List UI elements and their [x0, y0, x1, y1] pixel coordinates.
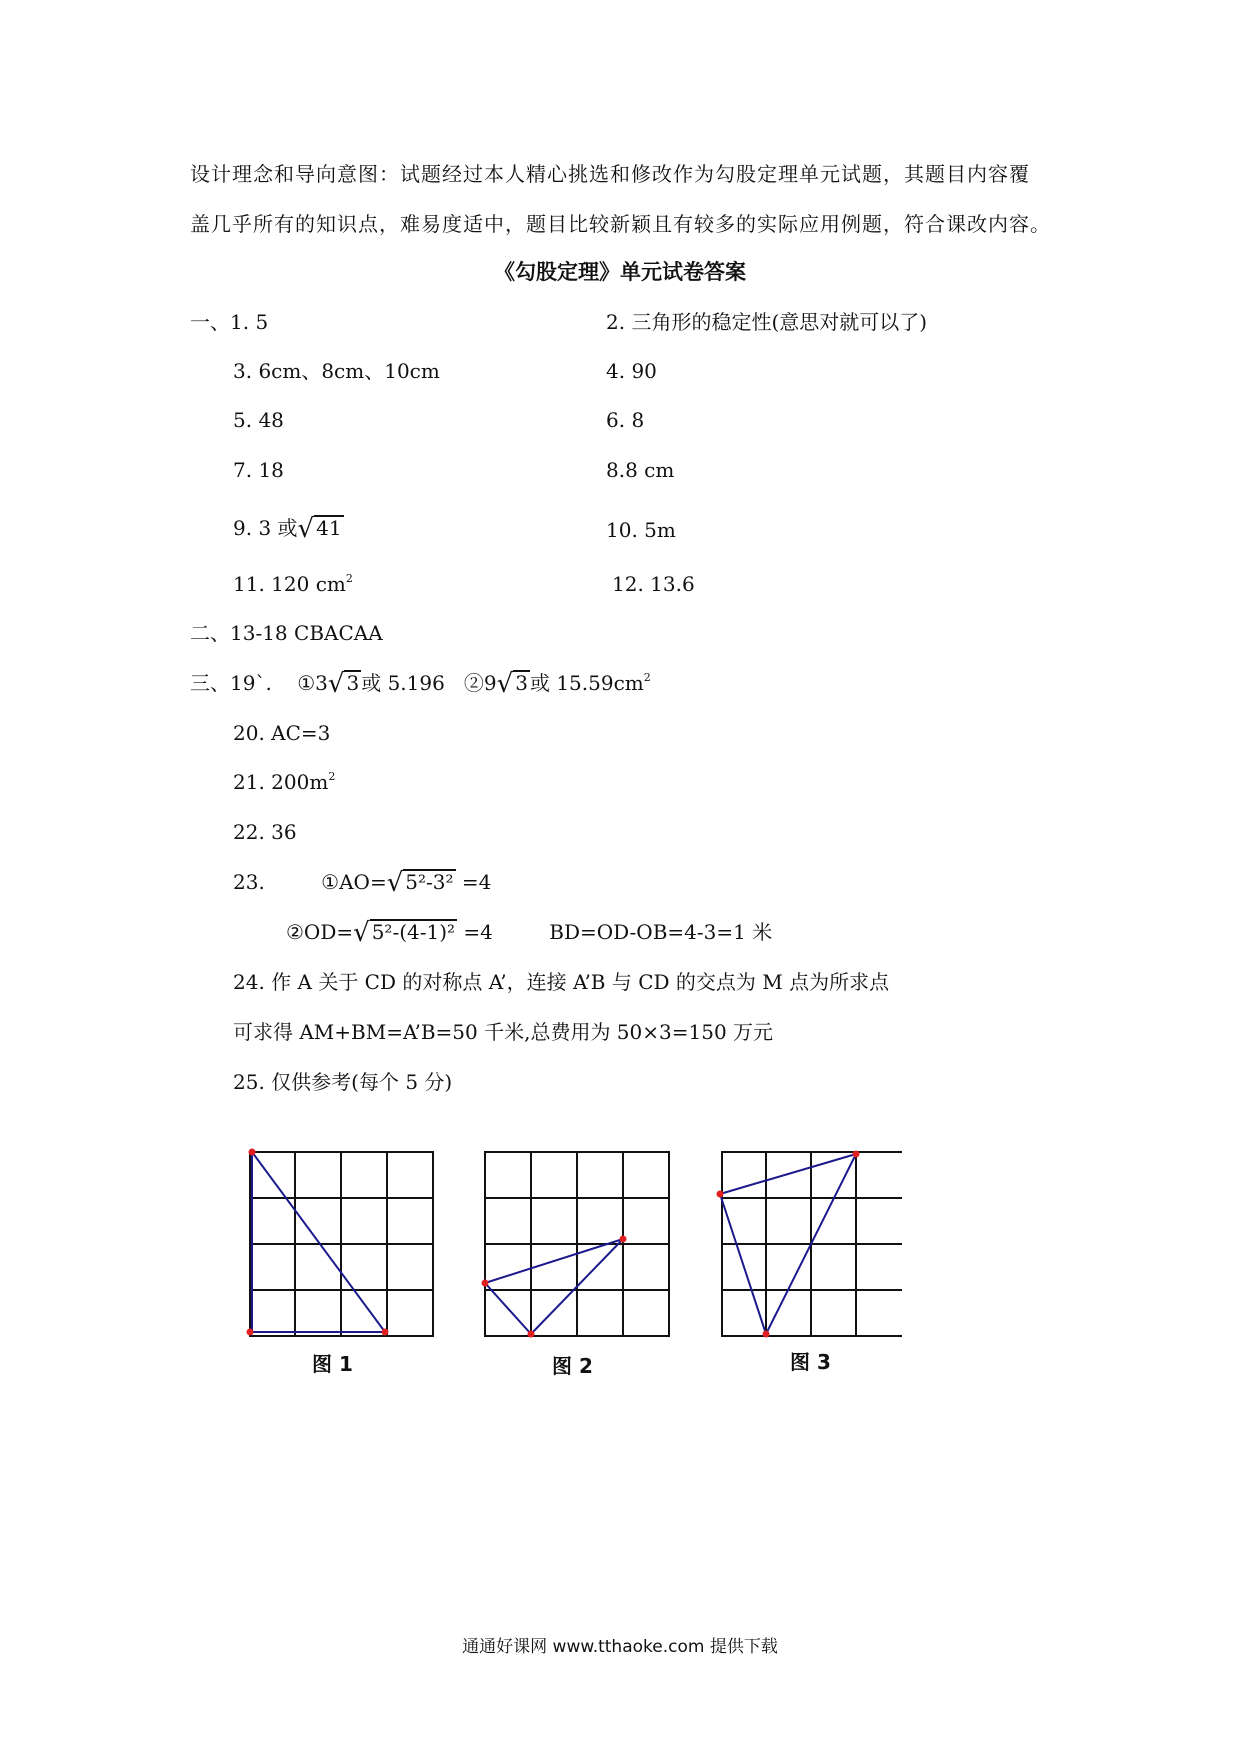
answer-19-part2-end: 或 15.59cm: [529, 671, 644, 695]
page-title: 《勾股定理》单元试卷答案: [494, 259, 746, 284]
figure-2-caption: 图 2: [552, 1354, 593, 1378]
answer-23-l2-tail: BD=OD-OB=4-3=1 米: [549, 920, 773, 944]
answer-6: 6. 8: [606, 408, 645, 432]
answer-8: 8.8 cm: [606, 458, 675, 482]
answer-23-line-1: [233, 868, 491, 896]
answer-11-text: 11. 120 cm: [233, 572, 346, 596]
answer-9-radicand: 41: [316, 516, 342, 540]
answer-10: 10. 5m: [606, 518, 676, 542]
sqrt-3-b: √ 3: [496, 669, 528, 699]
answer-12: 12. 13.6: [612, 572, 695, 596]
answer-19: [230, 669, 651, 697]
figure-1-point: [249, 1149, 256, 1156]
answer-23-l1-radicand: 5²-3²: [405, 870, 454, 894]
answer-7: 7. 18: [233, 458, 284, 482]
figure-3-segment: [720, 1194, 766, 1334]
sqrt-3-a: √ 3: [327, 669, 360, 699]
section-2-answers: 13-18 CBACAA: [230, 621, 383, 645]
answer-4: 4. 90: [606, 359, 657, 383]
section-2-label: 二、: [190, 621, 230, 645]
figure-3-caption: 图 3: [790, 1350, 831, 1374]
answer-11-sup: 2: [345, 572, 353, 585]
answer-19-part2: ②9: [463, 671, 497, 695]
answer-23-l2-pre: ②OD=: [286, 920, 354, 944]
answer-23-num: 23.: [233, 870, 265, 894]
answer-23-l1-pre: ①AO=: [321, 870, 387, 894]
answer-19-radicand-1: 3: [346, 671, 360, 695]
answer-5: 5. 48: [233, 408, 284, 432]
figure-3-diagram: [712, 1140, 912, 1340]
answer-25: 25. 仅供参考(每个 5 分): [233, 1070, 453, 1094]
figure-1-segment: [252, 1152, 385, 1332]
answer-19-part1-end: 或 5.196: [361, 671, 445, 695]
sqrt-expr-2: √ 5²-(4-1)²: [353, 918, 456, 948]
answer-21-text: 21. 200m: [233, 770, 329, 794]
figure-2-diagram: [478, 1140, 678, 1340]
figure-1-grid: [250, 1152, 433, 1336]
intro-line-2: 盖几乎所有的知识点，难易度适中，题目比较新颖且有较多的实际应用例题，符合课改内容。: [190, 212, 1051, 236]
footer-text: 通通好课网 www.tthaoke.com 提供下载: [462, 1637, 778, 1657]
figure-3-point: [853, 1151, 860, 1158]
intro-line-1: 设计理念和导向意图：试题经过本人精心挑选和修改作为勾股定理单元试题，其题目内容覆: [190, 162, 1030, 186]
answer-23-l2-post: =4: [457, 920, 493, 944]
figure-2-point: [528, 1331, 535, 1338]
figure-3-point: [763, 1331, 770, 1338]
figure-1-diagram: [240, 1140, 440, 1340]
figure-3-segment: [720, 1154, 856, 1194]
answer-21-sup: 2: [328, 770, 336, 783]
answer-22: 22. 36: [233, 820, 297, 844]
answer-19-sup: 2: [643, 671, 651, 684]
answer-19-num: 19`.: [230, 671, 272, 695]
section-1-label: 一、: [190, 310, 230, 334]
answer-3: 3. 6cm、8cm、10cm: [233, 359, 440, 383]
figure-1-point: [247, 1329, 254, 1336]
answer-9-prefix: 9. 3 或: [233, 516, 298, 540]
figure-1-point: [382, 1329, 389, 1336]
answer-19-part1: ①3: [297, 671, 328, 695]
figure-3-point: [717, 1191, 724, 1198]
figure-2-point: [620, 1236, 627, 1243]
answer-23-line-2: [286, 918, 772, 946]
answer-23-l2-radicand: 5²-(4-1)²: [371, 920, 456, 944]
answer-23-l1-post: =4: [455, 870, 492, 894]
figure-1-caption: 图 1: [312, 1352, 353, 1376]
answer-24-line-1: 24. 作 A 关于 CD 的对称点 A’，连接 A’B 与 CD 的交点为 M 点为所求点: [233, 970, 890, 994]
answer-24-line-2: 可求得 AM+BM=A’B=50 千米,总费用为 50×3=150 万元: [233, 1020, 774, 1044]
sqrt-expr-1: √ 5²-3²: [386, 868, 454, 898]
answer-19-radicand-2: 3: [515, 671, 528, 695]
answer-1: 1. 5: [230, 310, 269, 334]
answer-11: [233, 570, 353, 598]
sqrt-41: √ 41: [297, 514, 342, 544]
answer-21: [233, 768, 335, 796]
answer-2: 2. 三角形的稳定性(意思对就可以了): [606, 310, 928, 334]
section-3-label: 三、: [190, 671, 230, 695]
answer-9: [233, 514, 344, 542]
figure-2-grid: [485, 1152, 669, 1336]
answer-20: 20. AC=3: [233, 721, 331, 745]
figure-2-point: [482, 1280, 489, 1287]
